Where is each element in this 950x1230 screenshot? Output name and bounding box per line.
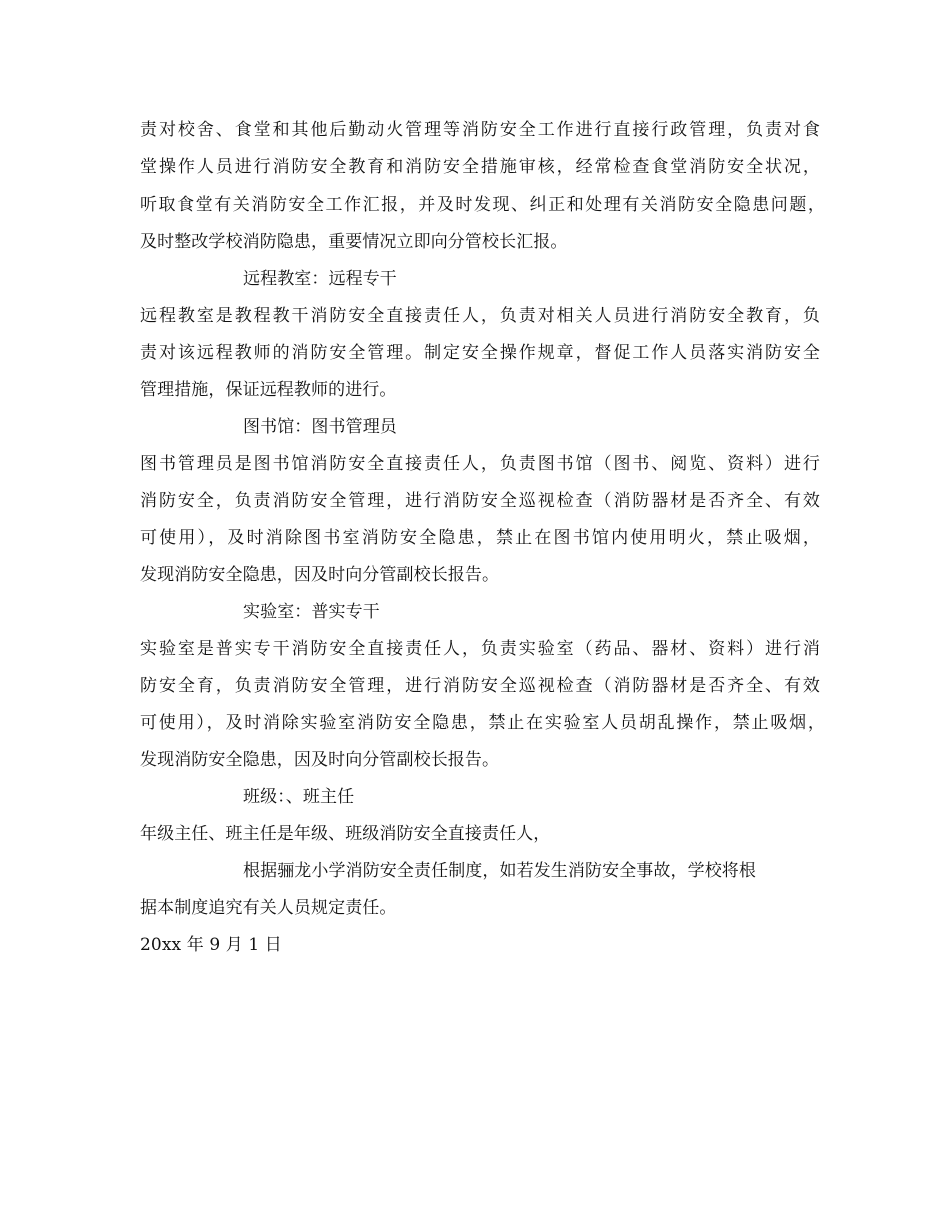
paragraph-line: 年级主任、班主任是年级、班级消防安全直接责任人，	[140, 824, 551, 844]
section-heading-library: 图书馆：图书管理员	[243, 417, 397, 437]
paragraph-line: 发现消防安全隐患，因及时向分管副校长报告。	[140, 750, 500, 770]
paragraph-line: 据本制度追究有关人员规定责任。	[140, 898, 397, 918]
section-heading-laboratory: 实验室：普实专干	[243, 602, 380, 622]
paragraph-line: 防安全育，负责消防安全管理，进行消防安全巡视检查（消防器材是否齐全、有效	[140, 676, 820, 696]
paragraph-line: 责对该远程教师的消防安全管理。制定安全操作规章，督促工作人员落实消防安全	[140, 343, 820, 363]
paragraph-line: 堂操作人员进行消防安全教育和消防安全措施审核，经常检查食堂消防安全状况，	[140, 157, 820, 177]
paragraph-line: 发现消防安全隐患，因及时向分管副校长报告。	[140, 565, 500, 585]
paragraph-line: 听取食堂有关消防安全工作汇报，并及时发现、纠正和处理有关消防安全隐患问题，	[140, 195, 825, 215]
paragraph-line: 根据骊龙小学消防安全责任制度，如若发生消防安全事故，学校将根	[243, 861, 756, 881]
paragraph-line: 责对校舍、食堂和其他后勤动火管理等消防安全工作进行直接行政管理，负责对食	[140, 120, 820, 140]
paragraph-line: 图书管理员是图书馆消防安全直接责任人，负责图书馆（图书、阅览、资料）进行	[140, 454, 820, 474]
paragraph-line: 管理措施，保证远程教师的进行。	[140, 380, 397, 400]
paragraph-line: 实验室是普实专干消防安全直接责任人，负责实验室（药品、器材、资料）进行消	[140, 639, 820, 659]
paragraph-line: 及时整改学校消防隐患，重要情况立即向分管校长汇报。	[140, 232, 568, 252]
document-date: 20xx 年 9 月 1 日	[140, 935, 282, 955]
paragraph-line: 可使用），及时消除实验室消防安全隐患，禁止在实验室人员胡乱操作，禁止吸烟，	[140, 713, 825, 733]
section-heading-class: 班级：、班主任	[243, 787, 355, 807]
paragraph-line: 可使用），及时消除图书室消防安全隐患，禁止在图书馆内使用明火，禁止吸烟，	[140, 528, 820, 548]
section-heading-remote-classroom: 远程教室：远程专干	[243, 269, 397, 289]
paragraph-line: 消防安全，负责消防安全管理，进行消防安全巡视检查（消防器材是否齐全、有效	[140, 491, 820, 511]
paragraph-line: 远程教室是教程教干消防安全直接责任人，负责对相关人员进行消防安全教育，负	[140, 306, 820, 326]
